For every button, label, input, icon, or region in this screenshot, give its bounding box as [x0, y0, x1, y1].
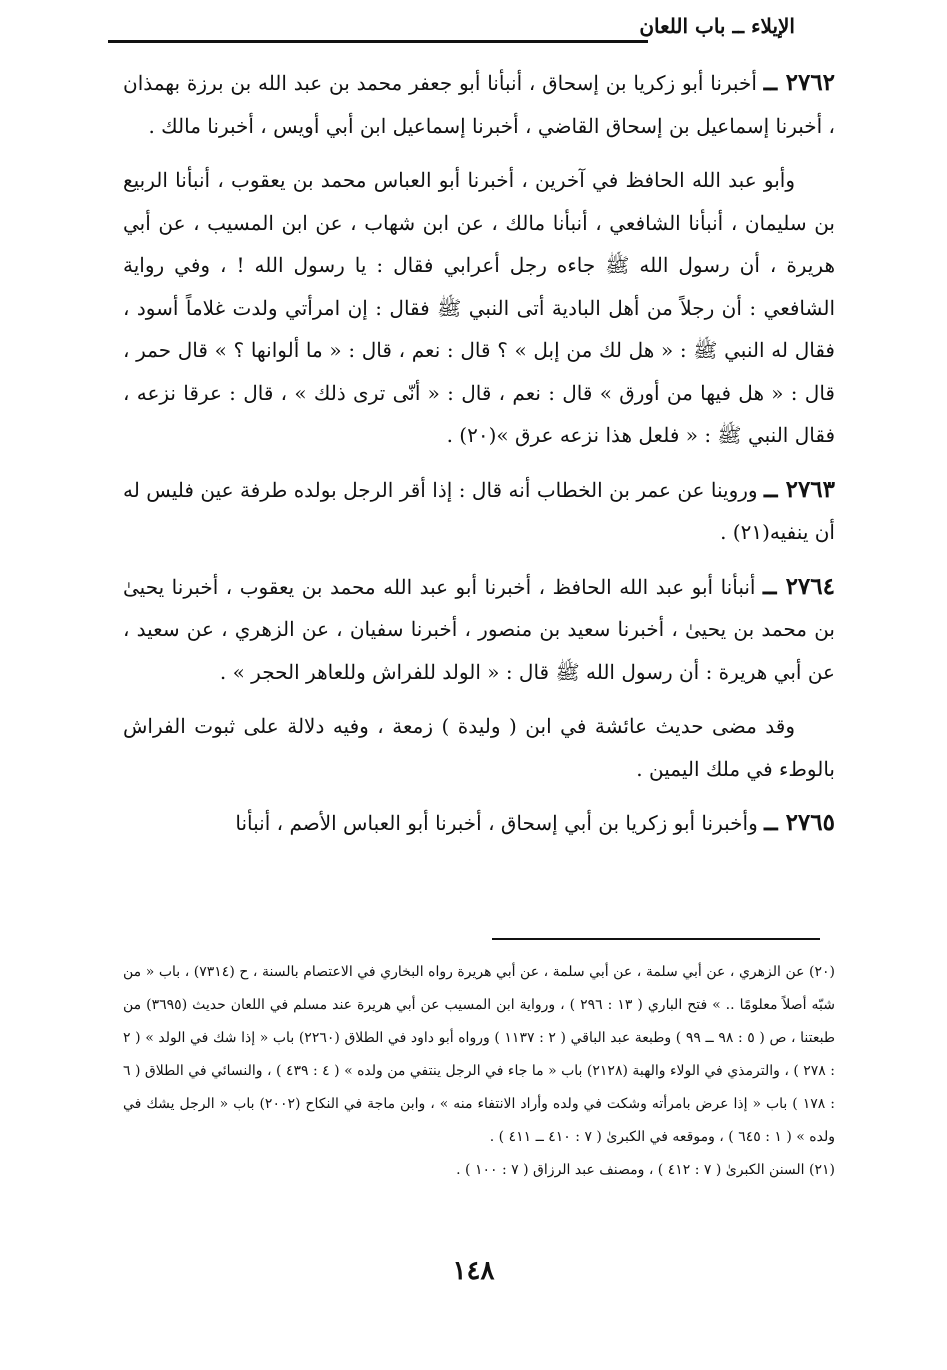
hadith-2765 — [123, 802, 835, 845]
hadith-number: ٢٧٦٤ ــ — [762, 572, 835, 600]
hadith-number: ٢٧٦٣ ــ — [764, 475, 836, 503]
running-header: الإيلاء ــ باب اللعان — [639, 14, 795, 38]
footnote-21: (٢١) السنن الكبرىٰ ( ٧ : ٤١٢ ) ، ومصنف عبد الرزاق ( ٧ : ١٠٠ ) . — [456, 1162, 835, 1178]
hadith-number: ٢٧٦٢ ــ — [763, 69, 836, 96]
footnote-20: (٢٠) عن الزهري ، عن أبي سلمة ، عن أبي سلمة ، عن أبي هريرة رواه البخاري في الاعتصام بالسنة ، ح (٧٣١٤) ، باب « من شبّه أصلاً معلومًا .. » فتح الباري ( ١٣ : ٢٩٦ ) ، ورواية ابن المسيب عن أبي هريرة عند مسلم في اللعان حديث (٣٦٩٥) من طبعتنا ، ص ( ٥ : ٩٨ ــ ٩٩ ) وطبعة عبد الباقي ( ٢ : ١١٣٧ ) ورواه أبو داود في الطلاق (٢٢٦٠) باب « إذا شك في الولد » ( ٢ : ٢٧٨ ) ، والترمذي في الولاء والهبة (٢١٢٨) باب « ما جاء في الرجل ينتفي من ولده » ( ٤ : ٤٣٩ ) ، والنسائي في الطلاق ( ٦ : ١٧٨ ) باب « إذا عرض بامرأته وشكت في ولده وأراد الانتفاء منه » ، وابن ماجة في النكاح (٢٠٠٢) باب « الرجل يشك في ولده » ( ١ : ٦٤٥ ) ، وموقعه في الكبرىٰ ( ٧ : ٤١٠ ــ ٤١١ ) . — [123, 964, 836, 1145]
commentary-text: وقد مضى حديث عائشة في ابن ( وليدة ) زمعة ، وفيه دلالة على ثبوت الفراش بالوطء في ملك اليمين . — [123, 714, 835, 781]
header-rule — [108, 40, 648, 43]
page-number: ١٤٨ — [452, 1256, 495, 1286]
hadith-2762 — [123, 62, 835, 147]
hadith-2762-continued — [123, 159, 835, 457]
hadith-text: أخبرنا أبو زكريا بن إسحاق ، أنبأنا أبو جعفر محمد بن عبد الله بن برزة بهمذان ، أخبرنا إسماعيل بن إسحاق القاضي ، أخبرنا إسماعيل ابن أبي أويس ، أخبرنا مالك . — [123, 71, 835, 138]
hadith-text: وأبو عبد الله الحافظ في آخرين ، أخبرنا أبو العباس محمد بن يعقوب ، أنبأنا الربيع بن سليمان ، أنبأنا الشافعي ، أنبأنا مالك ، عن ابن شهاب ، عن ابن المسيب ، عن أبي هريرة ، أن رسول الله ﷺ جاءه رجل أعرابي فقال : يا رسول الله ! ، وفي رواية الشافعي : أن رجلاً من أهل البادية أتى النبي ﷺ فقال : إن امرأتي ولدت غلاماً أسود ، فقال له النبي ﷺ : « هل لك من إبل » ؟ قال : نعم ، قال : « ما ألوانها ؟ » قال حمر ، قال : « هل فيها من أورق » قال : نعم ، قال : « أنّى ترى ذلك » ، قال : عرقا نزعه ، فقال النبي ﷺ : « فلعل هذا نزعه عرق »(٢٠) . — [123, 168, 835, 447]
commentary-paragraph — [123, 705, 835, 790]
hadith-text: وأخبرنا أبو زكريا بن أبي إسحاق ، أخبرنا أبو العباس الأصم ، أنبأنا — [235, 811, 758, 835]
hadith-2764 — [123, 566, 835, 694]
hadith-text: أنبأنا أبو عبد الله الحافظ ، أخبرنا أبو عبد الله محمد بن يعقوب ، أخبرنا يحيىٰ بن محمد بن يحيىٰ ، أخبرنا سعيد بن منصور ، أخبرنا سفيان ، عن الزهري ، عن سعيد ، عن أبي هريرة : أن رسول الله ﷺ قال : « الولد للفراش وللعاهر الحجر » . — [123, 574, 835, 684]
hadith-number: ٢٧٦٥ ــ — [764, 809, 835, 836]
footnote-rule — [492, 938, 820, 940]
hadith-2763 — [123, 469, 835, 554]
main-text — [123, 62, 835, 857]
hadith-text: وروينا عن عمر بن الخطاب أنه قال : إذا أقر الرجل بولده طرفة عين فليس له أن ينفيه(٢١) . — [123, 477, 835, 544]
footnotes — [123, 956, 835, 1187]
